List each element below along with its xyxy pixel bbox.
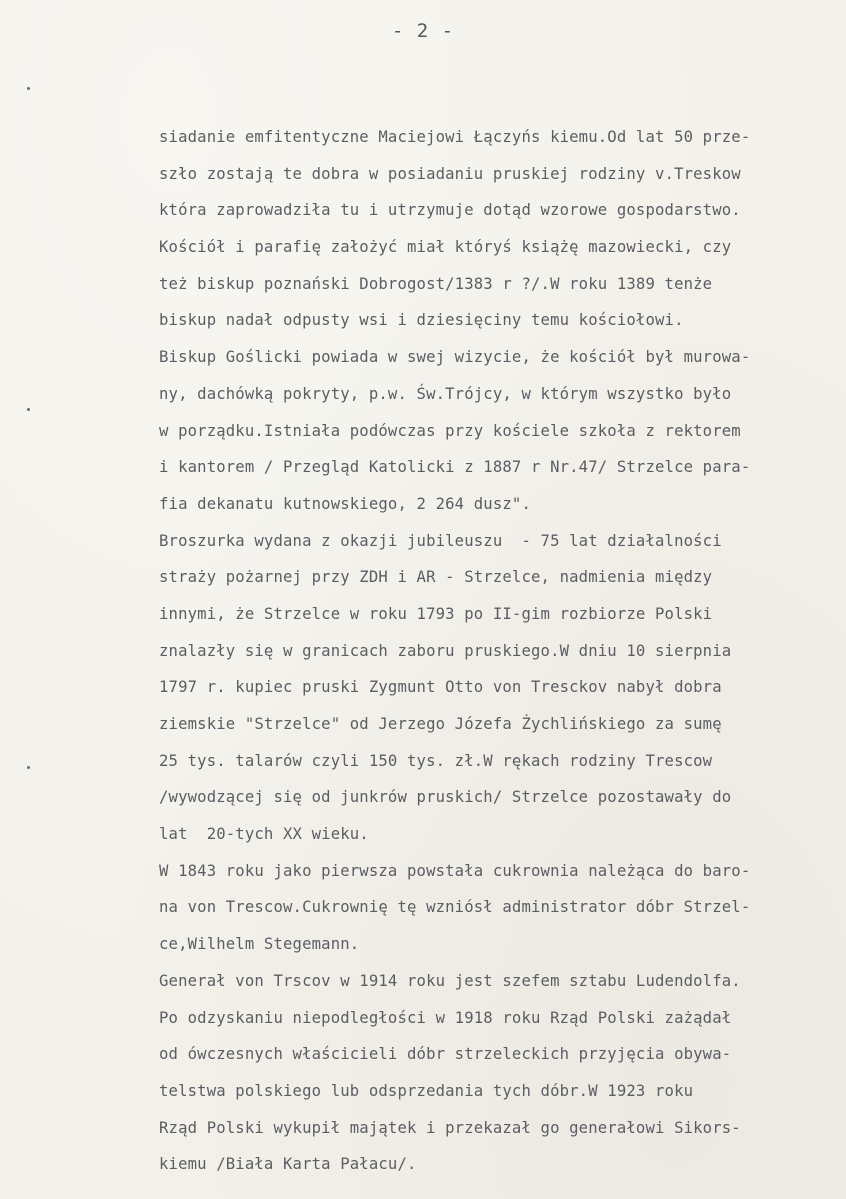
text-line: Po odzyskaniu niepodległości w 1918 roku Rząd Polski zażądał [159,1008,732,1027]
text-line: Kościół i parafię założyć miał któryś książę mazowiecki, czy [159,238,732,257]
text-line: na von Trescow.Cukrownię tę wzniósł administrator dóbr Strzel- [159,898,751,917]
text-line: ziemskie "Strzelce" od Jerzego Józefa Żychlińskiego za sumę [159,715,722,733]
margin-dot-mark [27,408,30,411]
text-line: straży pożarnej przy ZDH i AR - Strzelce, nadmienia między [159,568,713,587]
text-line: telstwa polskiego lub odsprzedania tych dóbr.W 1923 roku [159,1081,694,1100]
text-line: lat 20-tych XX wieku. [159,825,369,844]
text-line: ce,Wilhelm Stegemann. [159,935,360,954]
text-line: od ówczesnych właścicieli dóbr strzeleckich przyjęcia obywa- [159,1045,732,1064]
text-line: Biskup Goślicki powiada w swej wizycie, że kościół był murowa- [159,348,751,367]
text-line: ny, dachówką pokryty, p.w. Św.Trójcy, w którym wszystko było [159,384,732,403]
text-line: też biskup poznański Dobrogost/1383 r ?/.W roku 1389 tenże [159,274,713,293]
text-line: siadanie emfitentyczne Maciejowi Łączyńs kiemu.Od lat 50 prze- [159,128,751,146]
text-line: Rząd Polski wykupił majątek i przekazał go generałowi Sikors- [159,1118,741,1137]
text-line: kiemu /Biała Karta Pałacu/. [159,1155,417,1174]
text-line: znalazły się w granicach zaboru pruskiego.W dniu 10 sierpnia [159,641,732,660]
text-line: w porządku.Istniała podówczas przy kościele szkoła z rektorem [159,421,741,440]
text-line: Generał von Trscov w 1914 roku jest szefem sztabu Ludendolfa. [159,971,741,990]
margin-dot-mark [27,766,30,769]
text-line: Broszurka wydana z okazji jubileuszu - 75 lat działalności [159,531,722,550]
text-line: 25 tys. talarów czyli 150 tys. zł.W rękach rodziny Trescow [159,751,713,770]
text-line: fia dekanatu kutnowskiego, 2 264 dusz". [159,494,531,513]
text-line: 1797 r. kupiec pruski Zygmunt Otto von Tresckov nabył dobra [159,678,722,697]
page-number: - 2 - [391,20,455,42]
margin-dot-mark [27,87,30,90]
text-line: i kantorem / Przegląd Katolicki z 1887 r Nr.47/ Strzelce para- [159,458,751,477]
text-line: biskup nadał odpusty wsi i dziesięciny temu kościołowi. [159,311,684,330]
text-line: /wywodzącej się od junkrów pruskich/ Strzelce pozostawały do [159,788,732,807]
body-text [159,119,829,1183]
text-line: W 1843 roku jako pierwsza powstała cukrownia należąca do baro- [159,861,751,880]
text-line: która zaprowadziła tu i utrzymuje dotąd wzorowe gospodarstwo. [159,201,741,220]
text-line: innymi, że Strzelce w roku 1793 po II-gim rozbiorze Polski [159,604,713,623]
text-line: szło zostają te dobra w posiadaniu pruskiej rodziny v.Treskow [159,164,741,183]
